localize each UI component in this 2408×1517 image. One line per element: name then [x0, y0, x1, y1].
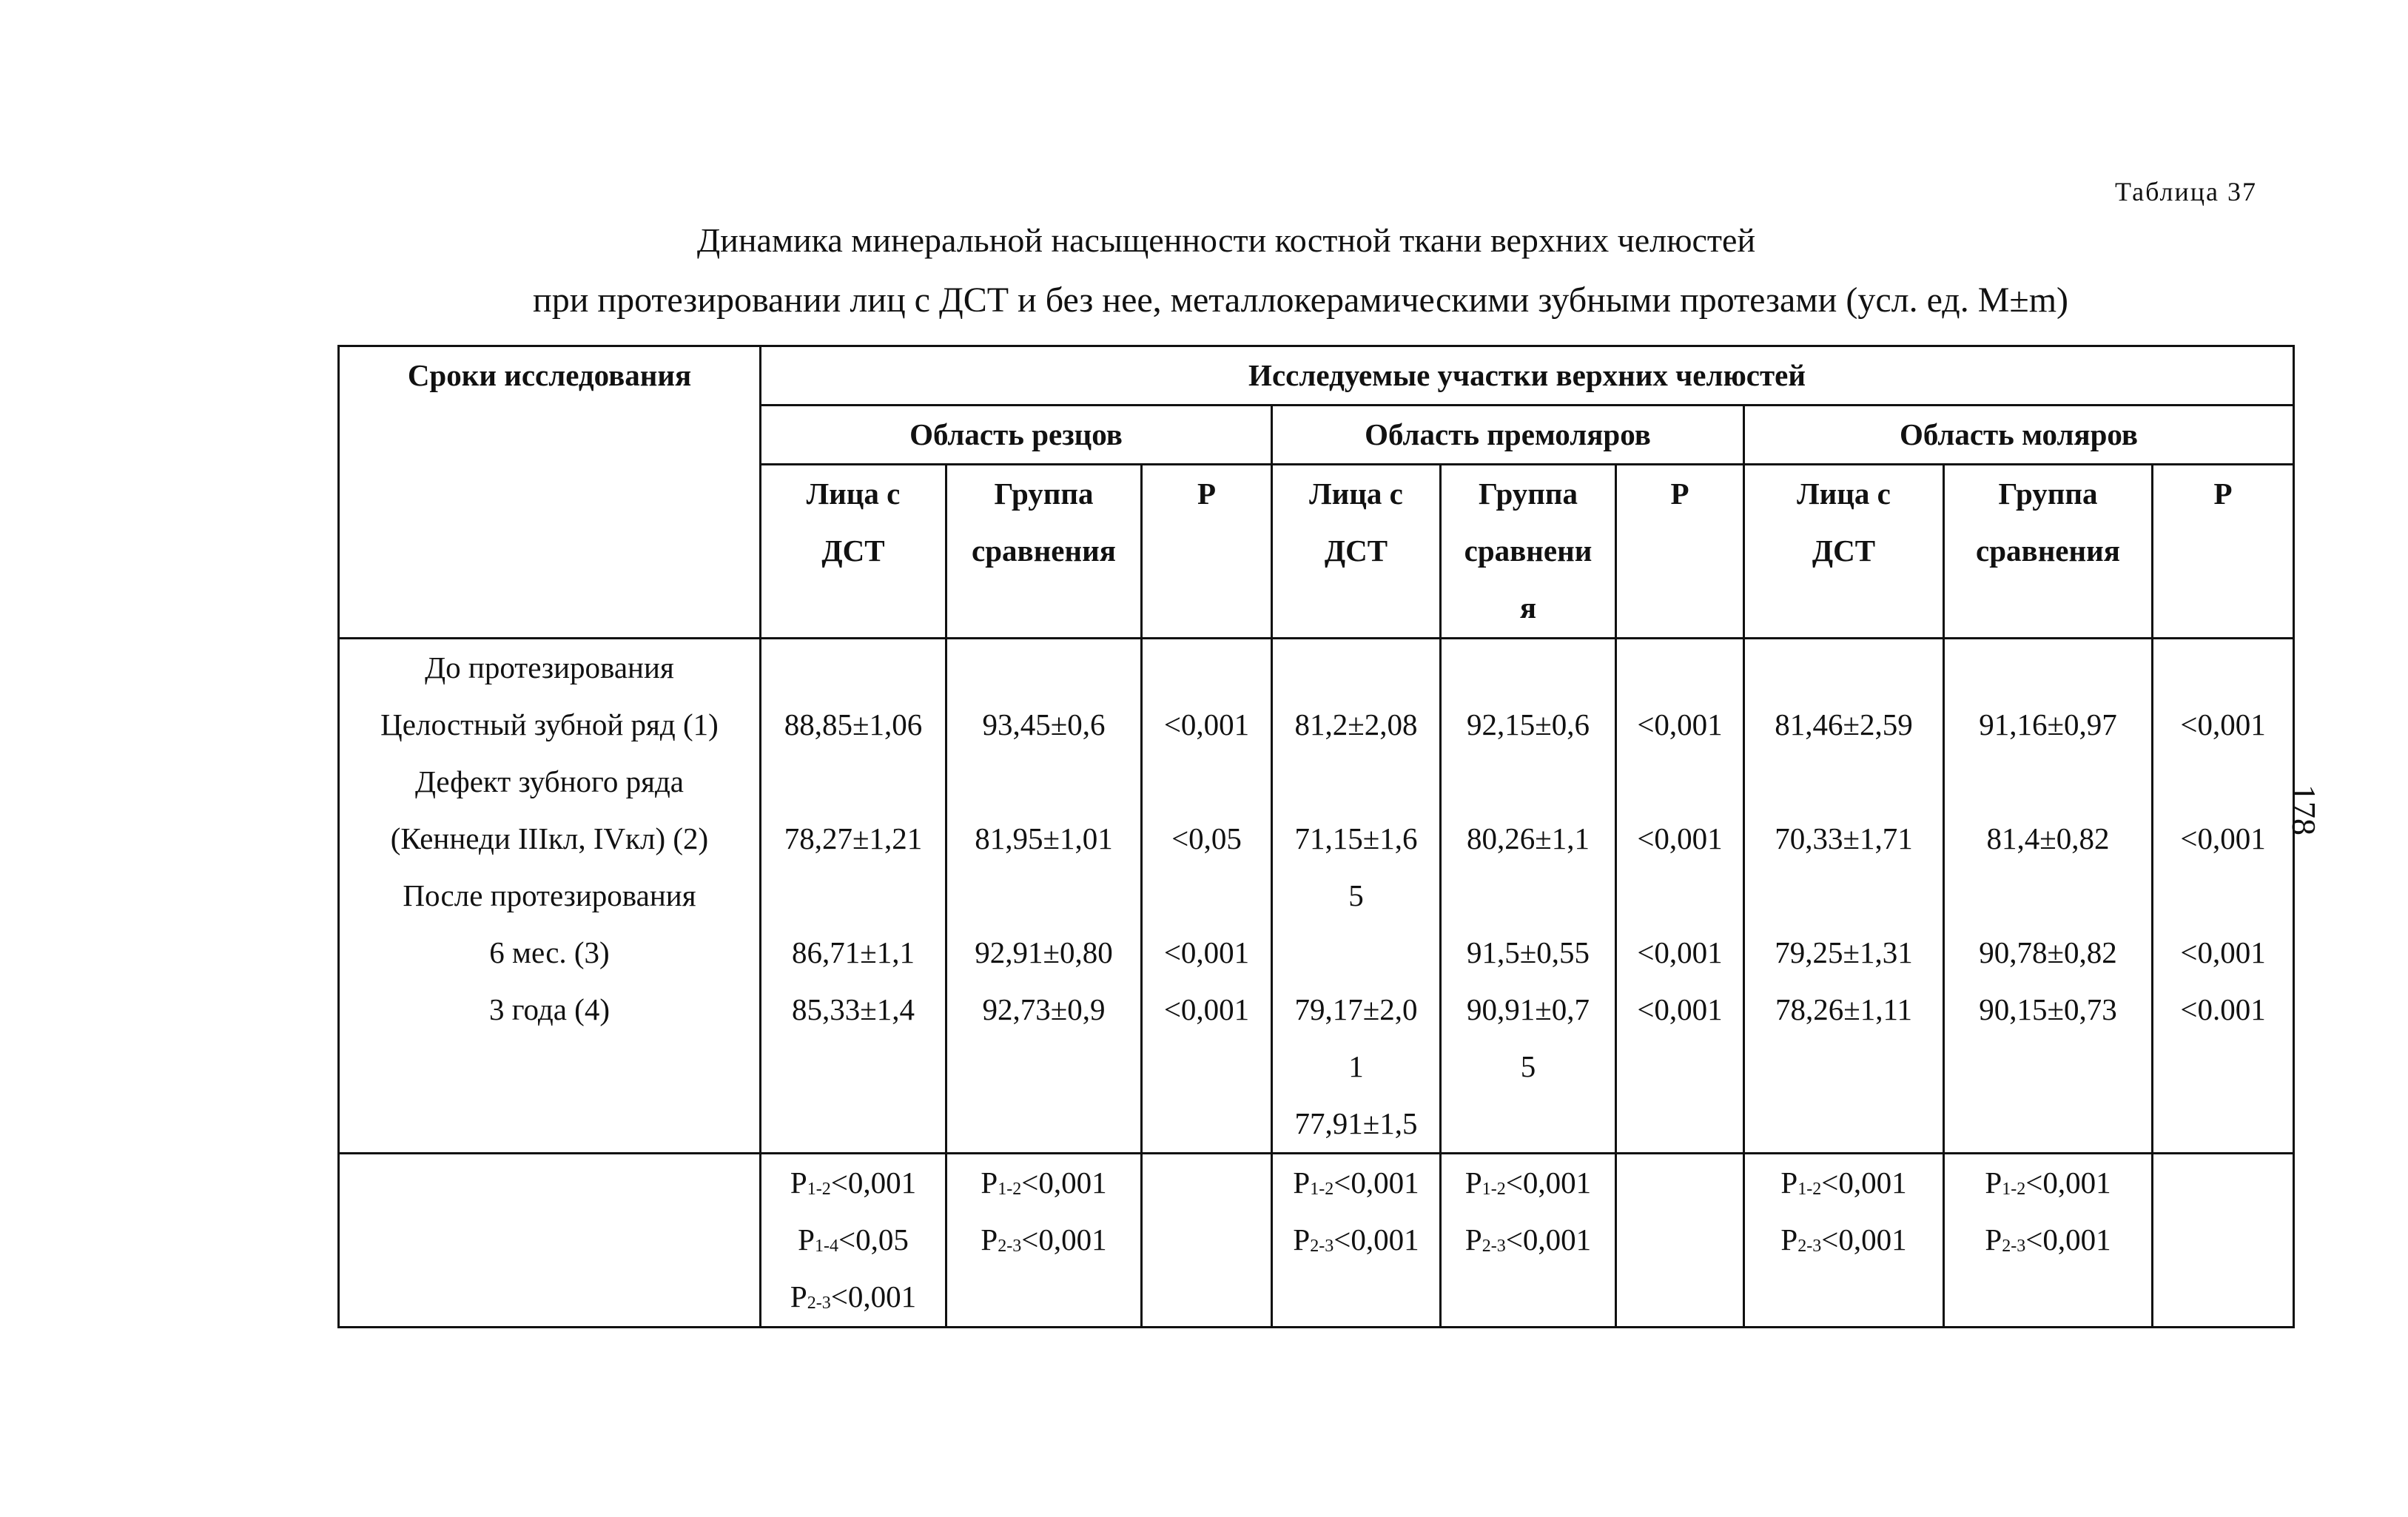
value: 92,91±0,80: [975, 935, 1113, 969]
header-molars-comparison: [1944, 465, 2153, 639]
value: 79,17±2,0: [1294, 992, 1418, 1026]
value: 80,26±1,1: [1466, 821, 1590, 855]
value: 1: [1348, 1049, 1364, 1083]
header-incisors-comparison: [946, 465, 1142, 639]
value: <0,001: [1163, 935, 1250, 969]
p-value: $P_{2-3}<0,001$: [981, 1222, 1107, 1257]
value: 71,15±1,6: [1294, 821, 1418, 855]
p-value: $P_{2-3}<0,001$: [1780, 1222, 1907, 1257]
p-value: $P_{1-2}<0,001$: [1985, 1166, 2111, 1200]
header-label: Группа: [1478, 477, 1578, 511]
value: 93,45±0,6: [982, 707, 1106, 741]
premolars-dst-significance: [1272, 1154, 1441, 1328]
incisors-comparison-cell: [946, 639, 1142, 1154]
premolars-p-cell: [1616, 639, 1744, 1154]
term-label: Целостный зубной ряд (1): [380, 707, 719, 741]
header-molars-p: P: [2153, 465, 2294, 639]
mineral-saturation-table: [337, 345, 2295, 1328]
value: 92,73±0,9: [982, 992, 1106, 1026]
table-title-line-1: Динамика минеральной насыщенности костной ткани верхних челюстей: [696, 221, 1756, 259]
value: 92,15±0,6: [1466, 707, 1590, 741]
p-value: $P_{2-3}<0,001$: [1464, 1222, 1592, 1257]
term-label: До протезирования: [425, 650, 674, 684]
value: <0,001: [1163, 707, 1250, 741]
table-number: Таблица 37: [2115, 177, 2257, 206]
value: 86,71±1,1: [791, 935, 915, 969]
table-title-line-2: при протезировании лиц с ДСТ и без нее, металлокерамическими зубными протезами (усл. ед. M±m): [533, 280, 2069, 320]
value: 91,16±0,97: [1979, 707, 2117, 741]
significance-empty-cell: [339, 1154, 761, 1328]
header-premolars-comparison: [1441, 465, 1616, 639]
header-incisors-p: P: [1142, 465, 1272, 639]
value: 85,33±1,4: [791, 992, 915, 1026]
value: 90,15±0,73: [1979, 992, 2117, 1026]
premolars-comparison-significance: [1441, 1154, 1616, 1328]
incisors-dst-significance: [761, 1154, 946, 1328]
header-row-1: [339, 346, 2294, 406]
molars-p-cell: [2153, 639, 2294, 1154]
value: <0,001: [1163, 992, 1250, 1026]
header-label: Группа: [1998, 477, 2098, 511]
value: 81,2±2,08: [1294, 707, 1418, 741]
p-value: $P_{1-2}<0,001$: [1464, 1166, 1592, 1200]
term-label: (Кеннеди IIIкл, IVкл) (2): [390, 821, 709, 855]
premolars-dst-cell: [1272, 639, 1441, 1154]
header-label: сравнения: [972, 534, 1116, 568]
header-label: Группа: [994, 477, 1094, 511]
value: 90,91±0,7: [1466, 992, 1590, 1026]
header-label: ДСТ: [821, 534, 885, 568]
header-incisors-dst: [761, 465, 946, 639]
p-value: $P_{1-2}<0,001$: [981, 1166, 1107, 1200]
value: 5: [1520, 1049, 1536, 1083]
header-label: сравнени: [1464, 534, 1593, 568]
p-value: $P_{1-2}<0,001$: [790, 1166, 917, 1200]
value: <0,001: [1637, 707, 1723, 741]
value: <0,05: [1171, 821, 1242, 855]
premolars-p-significance-empty: [1616, 1154, 1744, 1328]
header-terms: Сроки исследования: [339, 346, 761, 639]
header-premolars: Область премоляров: [1272, 406, 1744, 465]
header-label: я: [1519, 591, 1537, 625]
p-value: $P_{1-2}<0,001$: [1780, 1166, 1907, 1200]
header-incisors: Область резцов: [761, 406, 1272, 465]
term-label: После протезирования: [403, 878, 696, 912]
value: <0,001: [1637, 935, 1723, 969]
header-label: ДСТ: [1812, 534, 1876, 568]
molars-dst-significance: [1744, 1154, 1944, 1328]
header-label: Лица с: [1309, 477, 1403, 511]
p-value: $P_{1-4}<0,05$: [798, 1222, 909, 1257]
page-number: 178: [2285, 784, 2323, 835]
value: 79,25±1,31: [1775, 935, 1913, 969]
value: <0,001: [1637, 992, 1723, 1026]
header-molars: Область моляров: [1744, 406, 2294, 465]
header-label: Лица с: [806, 477, 901, 511]
premolars-comparison-cell: [1441, 639, 1616, 1154]
molars-dst-cell: [1744, 639, 1944, 1154]
significance-row: [339, 1154, 2294, 1328]
value: <0.001: [2180, 992, 2266, 1026]
value: 81,95±1,01: [975, 821, 1113, 855]
p-value: $P_{2-3}<0,001$: [1985, 1222, 2111, 1257]
value: 78,26±1,11: [1775, 992, 1912, 1026]
molars-comparison-significance: [1944, 1154, 2153, 1328]
value: 78,27±1,21: [784, 821, 923, 855]
value: 90,78±0,82: [1979, 935, 2117, 969]
terms-cell: [339, 639, 761, 1154]
value: <0,001: [2180, 935, 2266, 969]
incisors-dst-cell: [761, 639, 946, 1154]
molars-comparison-cell: [1944, 639, 2153, 1154]
term-label: 3 года (4): [489, 992, 610, 1026]
header-label: ДСТ: [1324, 534, 1388, 568]
value: <0,001: [2180, 707, 2266, 741]
incisors-p-cell: [1142, 639, 1272, 1154]
header-label: сравнения: [1976, 534, 2120, 568]
value: 5: [1348, 878, 1364, 912]
value: 70,33±1,71: [1775, 821, 1913, 855]
header-premolars-dst: [1272, 465, 1441, 639]
value: <0,001: [1637, 821, 1723, 855]
p-value: $P_{2-3}<0,001$: [1293, 1222, 1419, 1257]
value: 81,4±0,82: [1986, 821, 2110, 855]
p-value: $P_{2-3}<0,001$: [790, 1279, 917, 1314]
value: 77,91±1,5: [1294, 1106, 1418, 1140]
term-label: Дефект зубного ряда: [414, 764, 685, 798]
molars-p-significance-empty: [2153, 1154, 2294, 1328]
header-label: Лица с: [1797, 477, 1891, 511]
value: <0,001: [2180, 821, 2266, 855]
header-molars-dst: [1744, 465, 1944, 639]
incisors-p-significance-empty: [1142, 1154, 1272, 1328]
value: 91,5±0,55: [1466, 935, 1590, 969]
header-premolars-p: P: [1616, 465, 1744, 639]
term-label: 6 мес. (3): [489, 935, 610, 969]
value: 88,85±1,06: [784, 707, 923, 741]
table-row: [339, 639, 2294, 1154]
header-regions: Исследуемые участки верхних челюстей: [761, 346, 2294, 406]
p-value: $P_{1-2}<0,001$: [1293, 1166, 1419, 1200]
value: 81,46±2,59: [1775, 707, 1913, 741]
incisors-comparison-significance: [946, 1154, 1142, 1328]
